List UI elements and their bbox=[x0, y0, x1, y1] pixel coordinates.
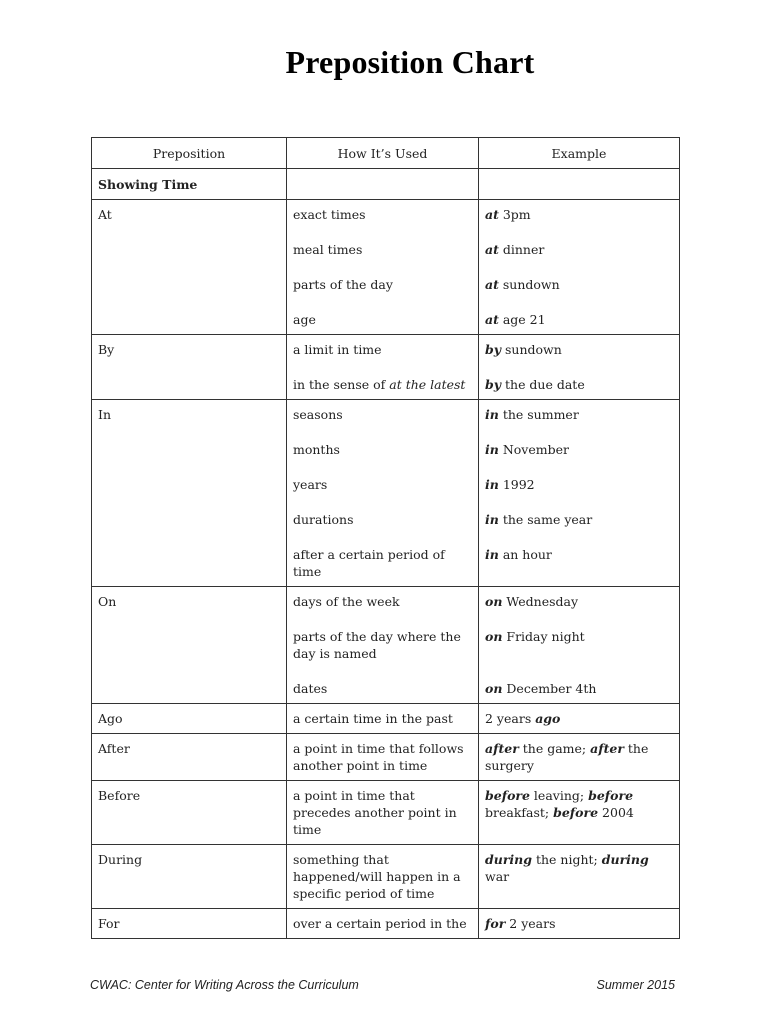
example-cell: 2 years ago bbox=[479, 704, 680, 734]
table-header-row bbox=[92, 138, 680, 169]
example-text: in 1992 bbox=[485, 477, 535, 492]
table-row bbox=[92, 704, 680, 734]
section-label: Showing Time bbox=[92, 169, 287, 200]
preposition-cell: For bbox=[92, 909, 287, 939]
usage-text: in the sense of at the latest bbox=[293, 377, 466, 392]
example-text: in the same year bbox=[485, 512, 593, 527]
example-text: by the due date bbox=[485, 377, 585, 392]
preposition-cell: Ago bbox=[92, 704, 287, 734]
example-cell bbox=[479, 335, 680, 400]
example-text: by sundown bbox=[485, 342, 562, 357]
usage-text: after a certain period of time bbox=[293, 547, 445, 579]
example-cell: during the night; during war bbox=[479, 845, 680, 909]
example-text: in the summer bbox=[485, 407, 579, 422]
table-row bbox=[92, 845, 680, 909]
usage-text: days of the week bbox=[293, 594, 400, 609]
table-row bbox=[92, 734, 680, 781]
usage-cell: a point in time that precedes another point in time bbox=[287, 781, 479, 845]
usage-text: months bbox=[293, 442, 340, 457]
preposition-cell: After bbox=[92, 734, 287, 781]
empty-cell bbox=[479, 169, 680, 200]
example-cell: before leaving; before breakfast; before 2004 bbox=[479, 781, 680, 845]
preposition-cell: In bbox=[92, 400, 287, 587]
example-text: in an hour bbox=[485, 547, 552, 562]
usage-text: meal times bbox=[293, 242, 363, 257]
usage-text: parts of the day bbox=[293, 277, 393, 292]
empty-cell bbox=[287, 169, 479, 200]
preposition-cell: Before bbox=[92, 781, 287, 845]
page-title: Preposition Chart bbox=[285, 44, 535, 80]
usage-cell: something that happened/will happen in a specific period of time bbox=[287, 845, 479, 909]
usage-cell bbox=[287, 587, 479, 704]
preposition-cell: During bbox=[92, 845, 287, 909]
usage-text: parts of the day where the day is named bbox=[293, 629, 461, 661]
example-text: on December 4th bbox=[485, 681, 597, 696]
example-cell: after the game; after the surgery bbox=[479, 734, 680, 781]
example-text: at 3pm bbox=[485, 207, 531, 222]
table-row bbox=[92, 400, 680, 587]
example-text: at age 21 bbox=[485, 312, 546, 327]
preposition-cell: On bbox=[92, 587, 287, 704]
usage-text: age bbox=[293, 312, 316, 327]
header-preposition: Preposition bbox=[92, 138, 287, 169]
preposition-cell: At bbox=[92, 200, 287, 335]
table-row bbox=[92, 587, 680, 704]
usage-text: dates bbox=[293, 681, 328, 696]
usage-cell bbox=[287, 400, 479, 587]
usage-text: years bbox=[293, 477, 328, 492]
usage-text: a limit in time bbox=[293, 342, 382, 357]
example-cell bbox=[479, 400, 680, 587]
section-row bbox=[92, 169, 680, 200]
example-text: at sundown bbox=[485, 277, 560, 292]
footer-date: Summer 2015 bbox=[596, 978, 675, 992]
table-row bbox=[92, 200, 680, 335]
usage-cell bbox=[287, 335, 479, 400]
usage-text: exact times bbox=[293, 207, 366, 222]
preposition-table bbox=[91, 137, 680, 939]
usage-cell bbox=[287, 200, 479, 335]
table-row bbox=[92, 335, 680, 400]
table-row bbox=[92, 781, 680, 845]
usage-text: seasons bbox=[293, 407, 343, 422]
example-cell: for 2 years bbox=[479, 909, 680, 939]
example-text: at dinner bbox=[485, 242, 545, 257]
header-example: Example bbox=[479, 138, 680, 169]
example-cell bbox=[479, 587, 680, 704]
usage-text: durations bbox=[293, 512, 354, 527]
example-text: in November bbox=[485, 442, 569, 457]
example-cell bbox=[479, 200, 680, 335]
usage-cell: a point in time that follows another point in time bbox=[287, 734, 479, 781]
header-how-used: How It’s Used bbox=[287, 138, 479, 169]
usage-cell: over a certain period in the bbox=[287, 909, 479, 939]
example-text: on Wednesday bbox=[485, 594, 579, 609]
example-text: on Friday night bbox=[485, 629, 585, 644]
usage-cell: a certain time in the past bbox=[287, 704, 479, 734]
preposition-cell: By bbox=[92, 335, 287, 400]
table-row bbox=[92, 909, 680, 939]
footer-organization: CWAC: Center for Writing Across the Curriculum bbox=[90, 978, 359, 992]
